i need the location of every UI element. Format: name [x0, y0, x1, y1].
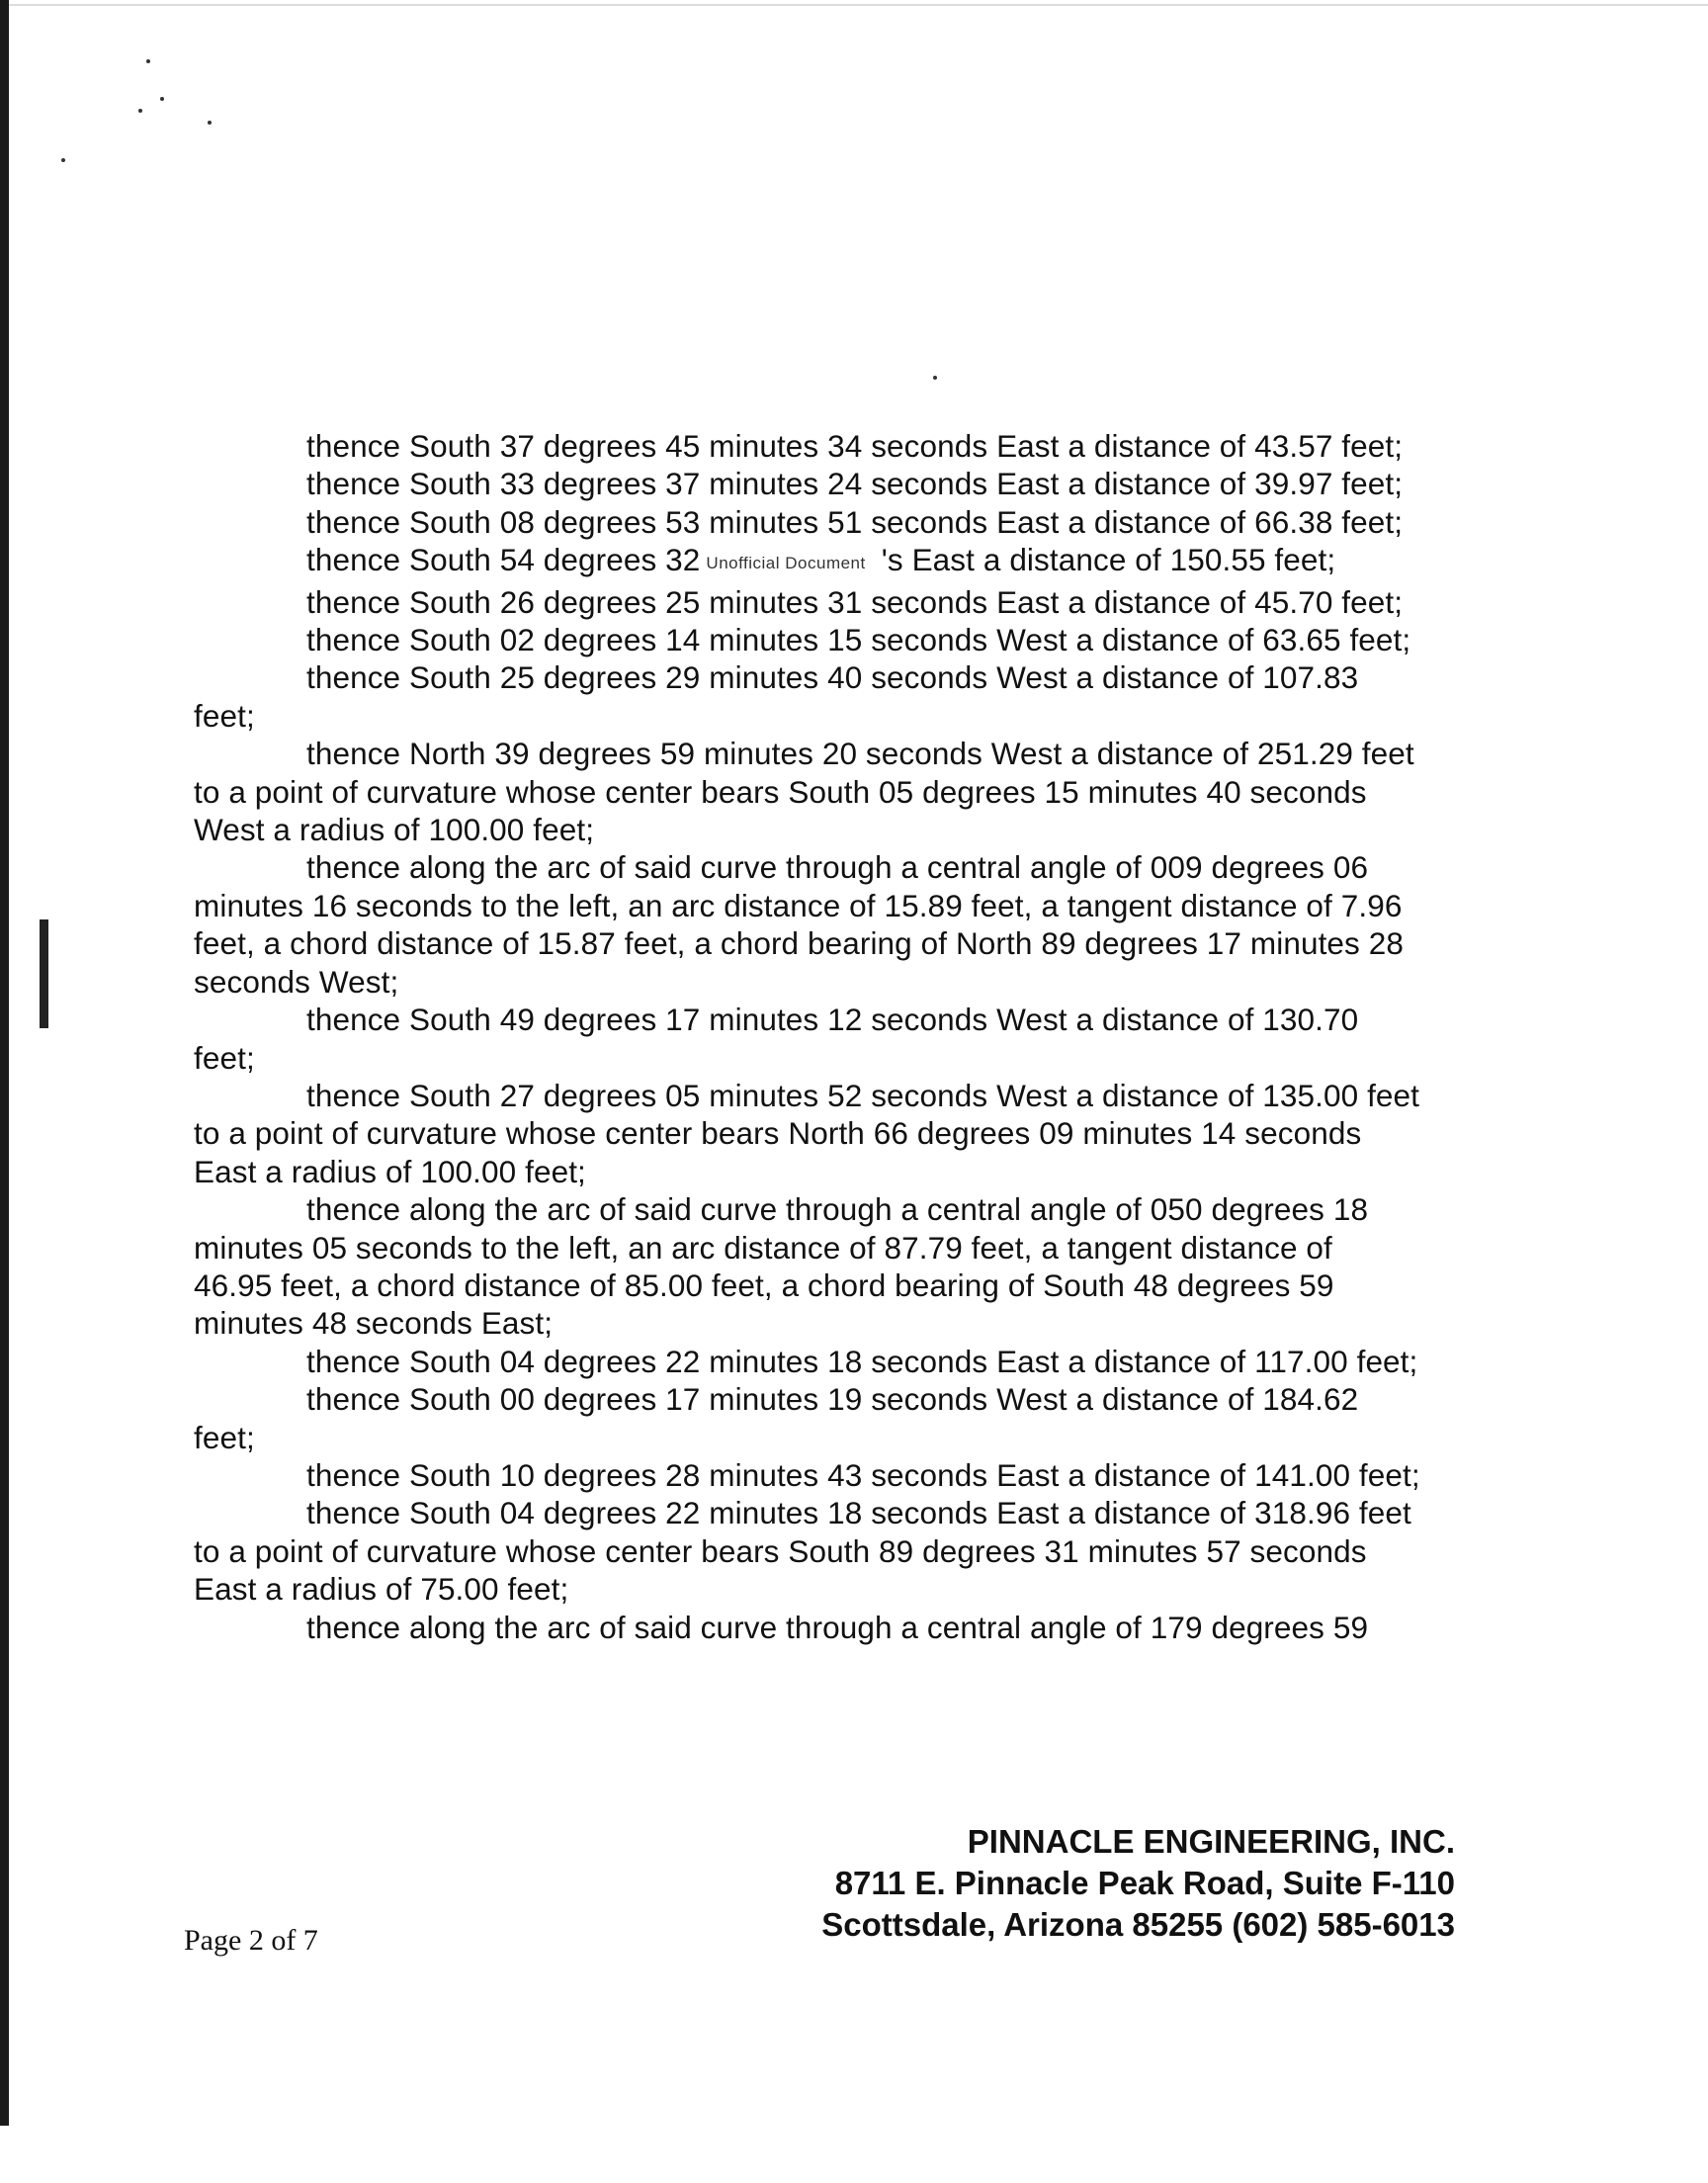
text-line: thence along the arc of said curve through a central angle of 050 degrees 18: [306, 1191, 1369, 1228]
text-line: minutes 05 seconds to the left, an arc distance of 87.79 feet, a tangent distance of: [194, 1229, 1332, 1266]
scan-speck: [146, 59, 150, 63]
unofficial-document-watermark: Unofficial Document: [706, 554, 866, 573]
text-line: minutes 48 seconds East;: [194, 1305, 554, 1342]
text-line: thence South 27 degrees 05 minutes 52 seconds West a distance of 135.00 feet: [306, 1077, 1420, 1113]
text-line: thence South 02 degrees 14 minutes 15 seconds West a distance of 63.65 feet;: [306, 622, 1411, 658]
text-line: seconds West;: [194, 963, 399, 1000]
text-line: thence South 49 degrees 17 minutes 12 seconds West a distance of 130.70: [306, 1002, 1359, 1038]
text-line: East a radius of 75.00 feet;: [194, 1571, 569, 1608]
text-line: feet;: [194, 697, 255, 734]
scan-speck: [138, 109, 142, 113]
text-line: West a radius of 100.00 feet;: [194, 812, 595, 848]
text-line: thence South 10 degrees 28 minutes 43 seconds East a distance of 141.00 feet;: [306, 1456, 1420, 1493]
scan-speck: [61, 158, 65, 162]
text-line: to a point of curvature whose center bears South 05 degrees 15 minutes 40 seconds: [194, 773, 1367, 810]
scan-artifact: [40, 919, 48, 1028]
text-line: feet;: [194, 1419, 255, 1455]
text-line: feet;: [194, 1039, 255, 1076]
text-line: minutes 16 seconds to the left, an arc distance of 15.89 feet, a tangent distance of 7.96: [194, 887, 1403, 923]
text-line: thence along the arc of said curve through a central angle of 009 degrees 06: [306, 849, 1369, 886]
text-line-with-watermark: [194, 541, 1469, 582]
text-line: thence South 04 degrees 22 minutes 18 seconds East a distance of 318.96 feet: [306, 1495, 1411, 1531]
text-line: 46.95 feet, a chord distance of 85.00 feet, a chord bearing of South 48 degrees 59: [194, 1266, 1334, 1303]
text-line: to a point of curvature whose center bears South 89 degrees 31 minutes 57 seconds: [194, 1532, 1367, 1569]
company-name: PINNACLE ENGINEERING, INC.: [967, 1823, 1455, 1860]
scan-speck: [933, 376, 937, 380]
text-fragment: 's East a distance of 150.55 feet;: [881, 542, 1336, 578]
text-line: thence South 00 degrees 17 minutes 19 seconds West a distance of 184.62: [306, 1381, 1359, 1418]
text-line: thence South 33 degrees 37 minutes 24 seconds East a distance of 39.97 feet;: [306, 466, 1404, 502]
text-line: East a radius of 100.00 feet;: [194, 1153, 586, 1189]
company-address: 8711 E. Pinnacle Peak Road, Suite F-110: [834, 1865, 1455, 1901]
text-line: thence South 25 degrees 29 minutes 40 seconds West a distance of 107.83: [306, 659, 1359, 696]
text-line: thence North 39 degrees 59 minutes 20 seconds West a distance of 251.29 feet: [306, 736, 1414, 772]
text-line: thence South 37 degrees 45 minutes 34 seconds East a distance of 43.57 feet;: [306, 428, 1404, 464]
page-number: Page 2 of 7: [184, 1924, 318, 1957]
text-line: thence South 08 degrees 53 minutes 51 seconds East a distance of 66.38 feet;: [306, 503, 1404, 540]
text-line: thence along the arc of said curve through a central angle of 179 degrees 59: [306, 1609, 1369, 1645]
legal-description: [194, 427, 1469, 1646]
scan-left-edge: [0, 0, 9, 2126]
scan-top-border: [0, 4, 1708, 6]
scan-speck: [208, 121, 212, 125]
company-city-phone: Scottsdale, Arizona 85255 (602) 585-6013: [821, 1906, 1455, 1943]
text-line: feet, a chord distance of 15.87 feet, a chord bearing of North 89 degrees 17 minutes 28: [194, 925, 1404, 962]
text-fragment: thence South 54 degrees 32: [306, 542, 701, 578]
text-line: thence South 26 degrees 25 minutes 31 seconds East a distance of 45.70 feet;: [306, 583, 1404, 620]
text-line: thence South 04 degrees 22 minutes 18 seconds East a distance of 117.00 feet;: [306, 1343, 1418, 1379]
text-line: to a point of curvature whose center bears North 66 degrees 09 minutes 14 seconds: [194, 1115, 1362, 1152]
scan-speck: [160, 97, 164, 101]
